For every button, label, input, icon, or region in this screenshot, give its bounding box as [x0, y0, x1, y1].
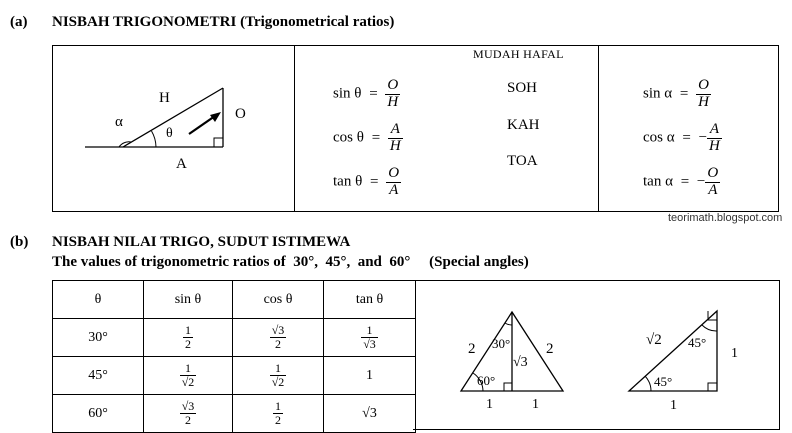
special-angles-table	[52, 280, 416, 433]
angle-45-top-label: 45°	[688, 335, 707, 350]
fraction-denominator: 2	[275, 337, 281, 351]
equals-sign: =	[371, 129, 381, 146]
divider	[598, 46, 599, 211]
ratio-lhs: tan θ	[333, 173, 363, 190]
fraction-denominator: H	[387, 93, 399, 110]
ratio-tan-alpha	[643, 166, 720, 199]
fraction-numerator: 1	[180, 362, 197, 376]
ratio-lhs: cos θ	[333, 129, 364, 146]
label-hypotenuse: H	[159, 90, 170, 106]
hypotenuse-sqrt2-label: √2	[646, 332, 662, 348]
base-label: 1	[670, 398, 677, 413]
table-row	[53, 357, 416, 395]
equals-sign: =	[679, 85, 689, 102]
header-theta: θ	[53, 281, 144, 319]
fraction-numerator: O	[387, 77, 399, 93]
ratio-cos-theta	[333, 122, 403, 155]
ratio-lhs: tan α	[643, 173, 673, 190]
table-row	[53, 395, 416, 433]
equals-sign: =	[370, 173, 379, 190]
section-a-title: NISBAH TRIGONOMETRI (Trigonometrical ratios)	[52, 14, 395, 30]
cell-tan: √3	[324, 395, 416, 433]
equilateral-side-right: 2	[546, 341, 554, 357]
cell-sin	[144, 357, 233, 395]
mnemonic-toa: TOA	[507, 153, 538, 169]
fraction-numerator: A	[707, 122, 722, 139]
angle-60-label: 60°	[477, 373, 496, 388]
fraction-numerator: 1	[270, 362, 287, 376]
ratios-box	[52, 45, 779, 212]
table-row	[53, 319, 416, 357]
fraction-denominator: 2	[185, 413, 191, 427]
minus-sign: −	[696, 173, 706, 190]
fraction-denominator: √2	[271, 375, 285, 389]
cell-angle: 45°	[53, 357, 144, 395]
cell-cos	[233, 395, 324, 433]
fraction-denominator: √3	[363, 337, 376, 351]
equilateral-side-left: 2	[468, 341, 476, 357]
section-b-title: NISBAH NILAI TRIGO, SUDUT ISTIMEWA	[52, 234, 351, 250]
fraction-denominator: H	[389, 137, 401, 154]
section-a-label: (a)	[10, 14, 28, 30]
table-header-row	[53, 281, 416, 319]
divider	[294, 46, 295, 211]
cell-cos	[233, 319, 324, 357]
fraction-denominator: H	[709, 137, 720, 154]
label-adjacent: A	[176, 156, 187, 172]
base-left-label: 1	[486, 397, 493, 412]
section-b-label: (b)	[10, 234, 29, 250]
fraction-denominator: √2	[181, 375, 195, 389]
cell-sin	[144, 319, 233, 357]
ratio-lhs: cos α	[643, 129, 675, 146]
fraction-numerator: √3	[181, 399, 195, 414]
cell-angle: 60°	[53, 395, 144, 433]
cell-sin	[144, 395, 233, 433]
section-b-subtitle	[52, 254, 529, 271]
fraction-numerator: 1	[275, 399, 281, 414]
right-triangle-diagram	[53, 46, 294, 211]
header-tan: tan θ	[324, 281, 416, 319]
mnemonic-heading: MUDAH HAFAL	[473, 47, 564, 61]
fraction-denominator: A	[389, 181, 399, 198]
minus-sign: −	[698, 129, 708, 146]
fraction-numerator: O	[698, 77, 709, 93]
cell-cos	[233, 357, 324, 395]
angle-30-label: 30°	[492, 336, 511, 351]
equals-sign: =	[369, 85, 378, 102]
cell-angle: 30°	[53, 319, 144, 357]
ratio-lhs: sin α	[643, 85, 673, 102]
watermark: teorimath.blogspot.com	[668, 212, 783, 224]
fraction-numerator: O	[388, 165, 400, 181]
fraction-denominator: 2	[275, 413, 281, 427]
fraction-numerator: A	[388, 122, 403, 139]
fraction-numerator: 1	[361, 324, 378, 338]
fraction-denominator: 2	[185, 337, 191, 351]
ratio-tan-theta	[333, 166, 401, 199]
fraction-numerator: 1	[185, 323, 191, 338]
label-theta: θ	[166, 126, 173, 141]
base-right-label: 1	[532, 397, 539, 412]
angle-45-bottom-label: 45°	[654, 374, 673, 389]
ratio-lhs: sin θ	[333, 85, 362, 102]
fraction-numerator: √3	[271, 323, 285, 338]
fraction-denominator: H	[698, 93, 709, 110]
fraction-denominator: A	[708, 181, 718, 198]
equals-sign: =	[682, 129, 691, 146]
label-opposite: O	[235, 106, 246, 122]
height-sqrt3-label: √3	[513, 355, 528, 370]
mnemonic-kah: KAH	[507, 117, 540, 133]
cell-tan	[324, 319, 416, 357]
ratio-sin-theta	[333, 78, 400, 111]
equals-sign: =	[680, 173, 690, 190]
label-alpha: α	[115, 114, 123, 130]
subtitle-text: The values of trigonometric ratios of 30°, 45°, and 60°	[52, 254, 411, 270]
side-right-label: 1	[731, 346, 738, 361]
ratio-sin-alpha	[643, 78, 711, 111]
subtitle-note: (Special angles)	[429, 254, 529, 270]
header-sin: sin θ	[144, 281, 233, 319]
header-cos: cos θ	[233, 281, 324, 319]
mnemonic-soh: SOH	[507, 80, 538, 96]
cell-tan: 1	[324, 357, 416, 395]
ratio-cos-alpha	[643, 122, 722, 155]
fraction-numerator: O	[707, 165, 719, 181]
